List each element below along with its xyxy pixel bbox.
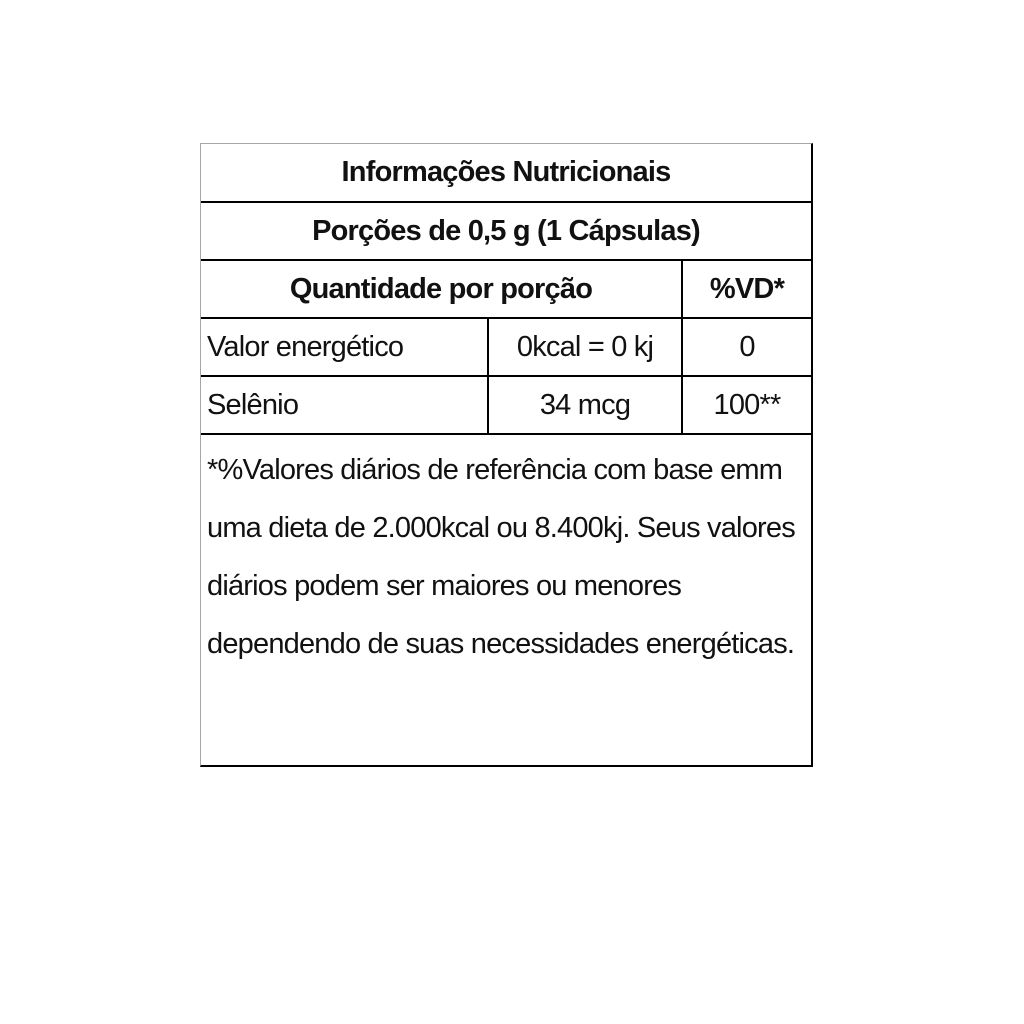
portion-size: Porções de 0,5 g (1 Cápsulas) <box>312 214 700 247</box>
footnote-line: dependendo de suas necessidades energéticas. <box>207 628 795 660</box>
vd-header: %VD* <box>709 272 785 305</box>
footnote-line: uma dieta de 2.000kcal ou 8.400kj. Seus valores <box>207 512 795 544</box>
footnote <box>207 441 809 673</box>
nutrient-vd: 100** <box>713 388 781 421</box>
nutrient-amount: 34 mcg <box>489 377 683 433</box>
portion-row <box>201 203 811 261</box>
table-row <box>201 377 811 435</box>
quantity-header: Quantidade por porção <box>201 261 683 317</box>
nutrition-facts-table <box>200 143 813 767</box>
footnote-line: *%Valores diários de referência com base emm <box>207 454 783 486</box>
title-row <box>201 144 811 203</box>
table-title: Informações Nutricionais <box>341 156 671 188</box>
nutrient-name: Selênio <box>201 377 489 433</box>
header-row <box>201 261 811 319</box>
footnote-line: diários podem ser maiores ou menores <box>207 570 682 602</box>
nutrient-amount: 0kcal = 0 kj <box>489 319 683 375</box>
nutrient-name: Valor energético <box>201 319 489 375</box>
table-row <box>201 319 811 377</box>
nutrient-vd: 0 <box>739 330 755 363</box>
